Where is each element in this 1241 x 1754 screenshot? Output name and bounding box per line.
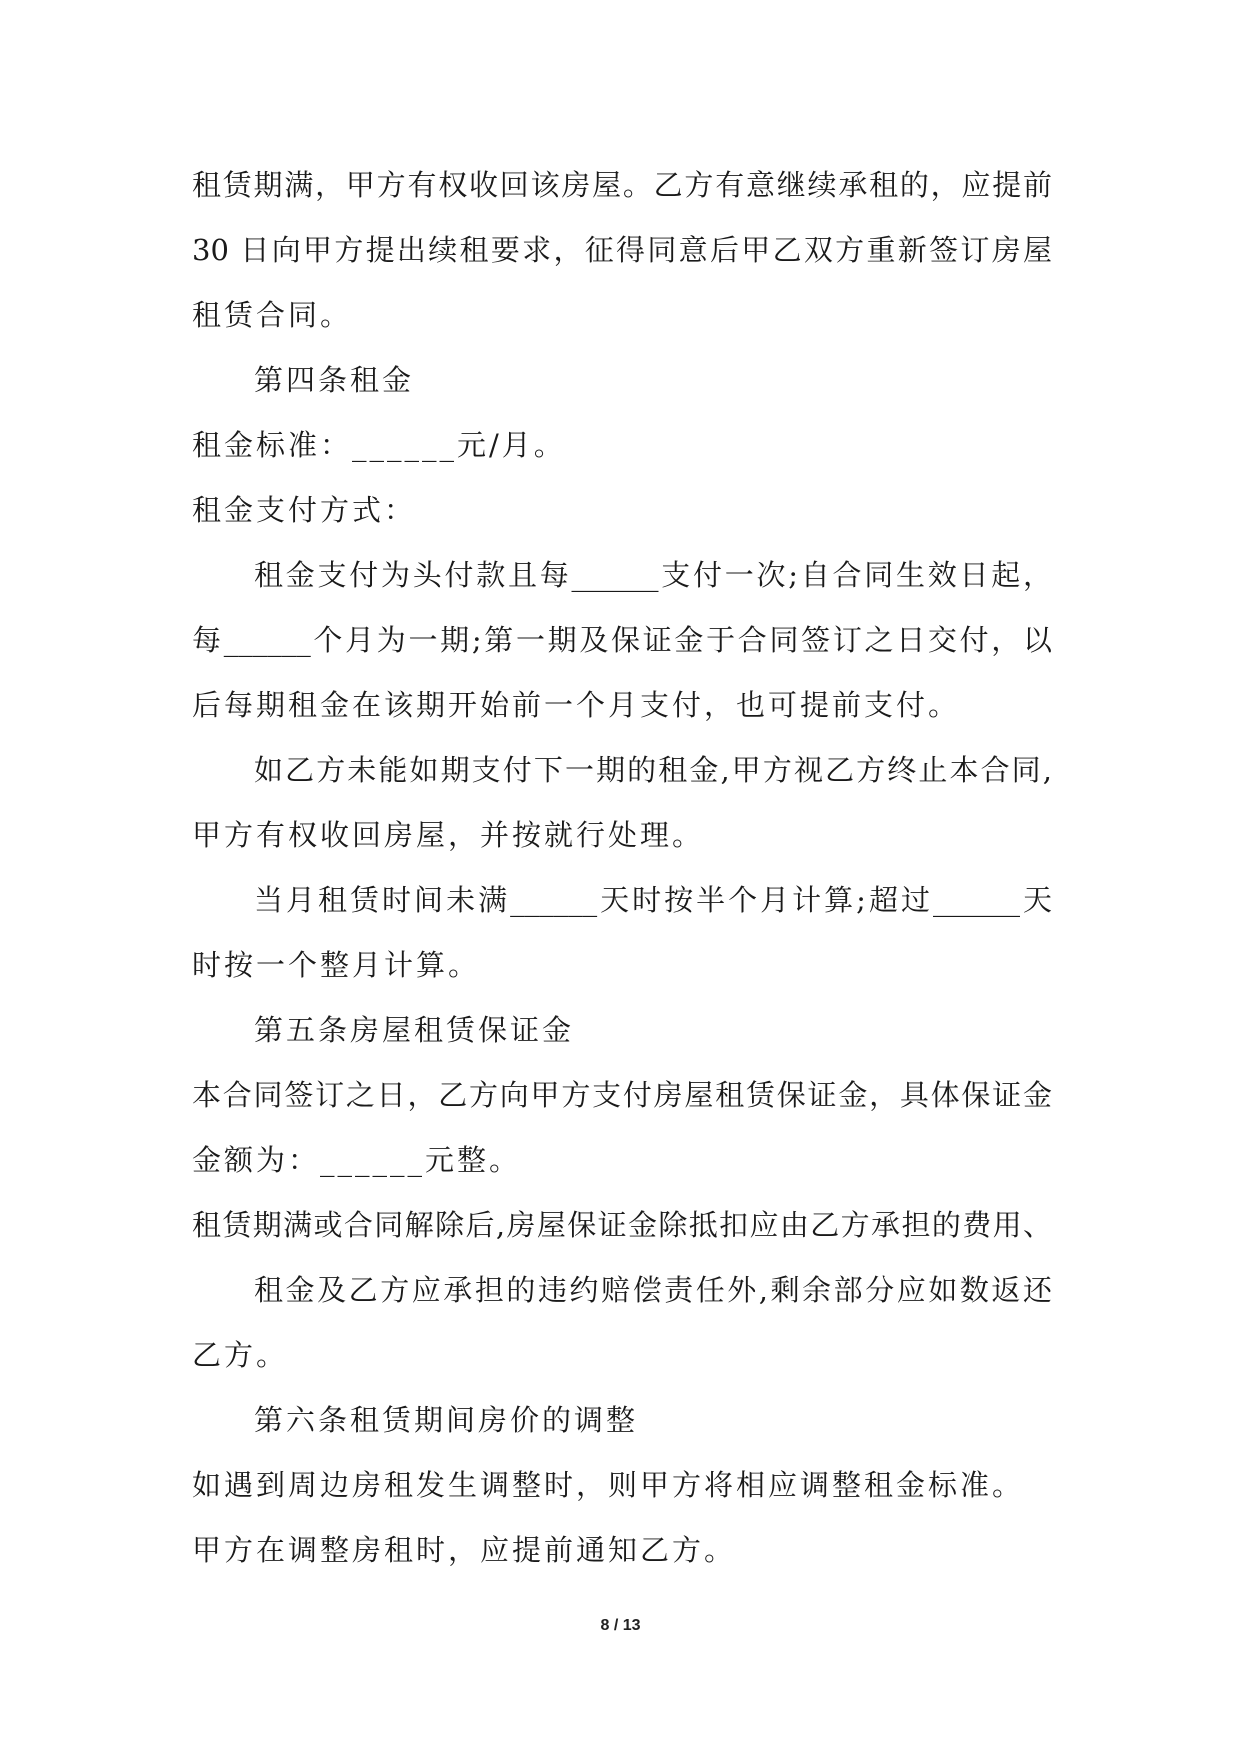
paragraph-line: 本合同签订之日，乙方向甲方支付房屋租赁保证金，具体保证金 xyxy=(192,1078,1052,1112)
paragraph-line: 租赁合同。 xyxy=(192,298,353,332)
paragraph-line: 租金及乙方应承担的违约赔偿责任外,剩余部分应如数返还 xyxy=(254,1273,1052,1307)
paragraph-line: 乙方。 xyxy=(192,1338,289,1372)
paragraph-line: 如乙方未能如期支付下一期的租金,甲方视乙方终止本合同, xyxy=(254,753,1052,787)
paragraph-line: 甲方有权收回房屋，并按就行处理。 xyxy=(192,818,705,852)
paragraph-line: 当月租赁时间未满______天时按半个月计算;超过______天 xyxy=(254,883,1052,917)
paragraph-line: 金额为：______元整。 xyxy=(192,1143,522,1177)
paragraph-line: 甲方在调整房租时，应提前通知乙方。 xyxy=(192,1533,737,1567)
paragraph-line: 30 日向甲方提出续租要求，征得同意后甲乙双方重新签订房屋 xyxy=(192,233,1052,267)
paragraph-line: 时按一个整月计算。 xyxy=(192,948,481,982)
paragraph-line: 租金标准：______元/月。 xyxy=(192,428,566,462)
paragraph-line: 租金支付为头付款且每______支付一次;自合同生效日起， xyxy=(254,558,1052,592)
paragraph-line: 租赁期满或合同解除后,房屋保证金除抵扣应由乙方承担的费用、 xyxy=(192,1208,1052,1242)
paragraph-line: 每______个月为一期;第一期及保证金于合同签订之日交付，以 xyxy=(192,623,1052,657)
paragraph-line: 租金支付方式： xyxy=(192,493,417,527)
section-heading: 第六条租赁期间房价的调整 xyxy=(254,1403,639,1437)
paragraph-line: 租赁期满，甲方有权收回该房屋。乙方有意继续承租的，应提前 xyxy=(192,168,1052,202)
page-number: 8 / 13 xyxy=(600,1617,641,1634)
section-heading: 第四条租金 xyxy=(254,363,415,397)
paragraph-line: 后每期租金在该期开始前一个月支付，也可提前支付。 xyxy=(192,688,961,722)
section-heading: 第五条房屋租赁保证金 xyxy=(254,1013,575,1047)
paragraph-line: 如遇到周边房租发生调整时，则甲方将相应调整租金标准。 xyxy=(192,1468,1025,1502)
